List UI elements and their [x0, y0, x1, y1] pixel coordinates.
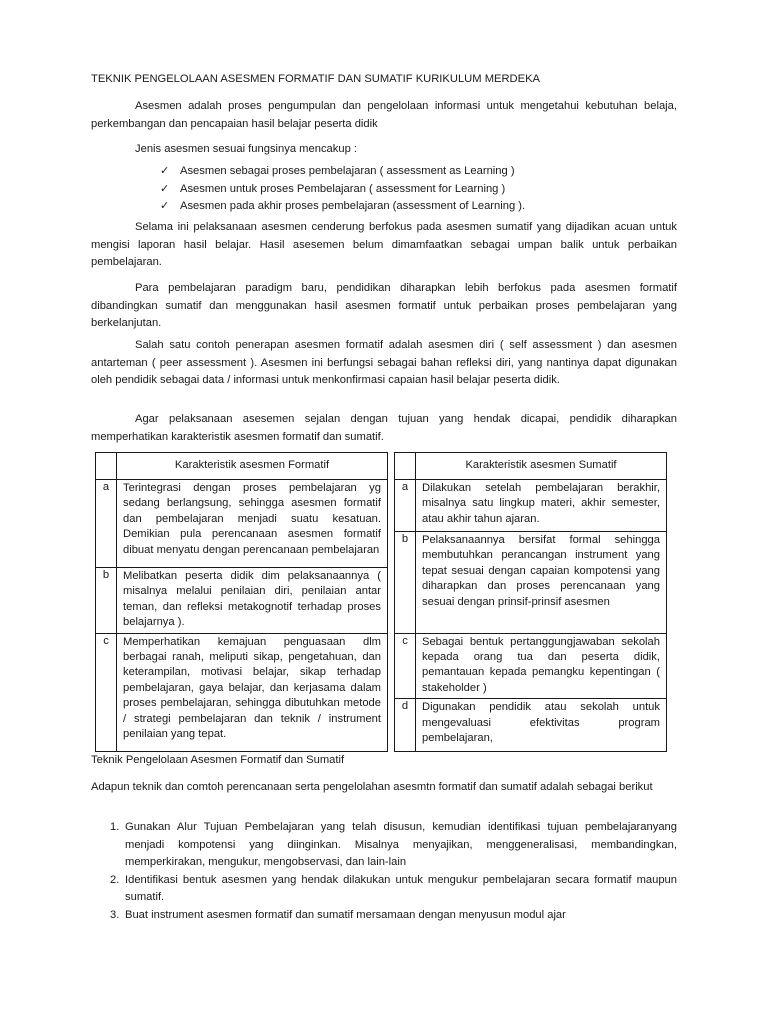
- numbered-item: 3. Buat instrument asesmen formatif dan sumatif mersamaan dengan menyusun modul ajar: [110, 908, 566, 921]
- sumatif-letter: c: [395, 633, 416, 699]
- paragraph-types-intro: Jenis asesmen sesuai fungsinya mencakup :: [135, 143, 358, 155]
- paragraph-new-paradigm: Para pembelajaran paradigm baru, pendidikan diharapkan lebih berfokus pada asesmen formatif dibandingkan sumatif dan menggunakan hasil asesmen formatif untuk perbaikan proses pembelajaran yang berkelanjutan.: [91, 282, 677, 330]
- paragraph-characteristics-intro: Agar pelaksanaan asesemen sejalan dengan tujuan yang hendak dicapai, pendidik diharapkan memperhatikan karakteristik asesmen formatif dan sumatif.: [91, 413, 677, 443]
- sumatif-letter: a: [395, 480, 416, 532]
- numbered-list: [91, 819, 677, 925]
- document-title: TEKNIK PENGELOLAAN ASESMEN FORMATIF DAN SUMATIF KURIKULUM MERDEKA: [91, 73, 541, 85]
- numbered-item: 1. Gunakan Alur Tujuan Pembelajaran yang telah disusun, kemudian identifikasi tujuan pembelajaranyang menjadi kompotensi yang diinginkan. Misalnya menyajikan, menggeneralisasi, membandingkan, memperkirakan, mengukur, mengobservasi, dan lain-lain: [110, 821, 677, 869]
- check-icon: ✓: [160, 200, 170, 213]
- sumatif-letter: b: [395, 532, 416, 634]
- sumatif-item: Pelaksanaannya bersifat formal sehingga membutuhkan perancangan instrument yang tepat sesuai dengan capaian kompotensi yang diharapkan dan proses perencanaan yang sesuai dengan prinsif-prinsif asesmen: [416, 532, 667, 634]
- formatif-item: Terintegrasi dengan proses pembelajaran yg sedang berlangsung, sehingga asesmen formatif dan pembelajaran menjadi suatu kesatuan. Demikian pula perencanaan asesmen formatif dibuat menyatu dengan perencanaan pembelajaran: [117, 480, 388, 568]
- checklist-item: ✓ Asesmen pada akhir proses pembelajaran (assessment of Learning ).: [160, 198, 525, 216]
- checklist-item: ✓ Asesmen untuk proses Pembelajaran ( assessment for Learning ): [160, 181, 525, 199]
- formatif-item: Memperhatikan kemajuan penguasaan dlm berbagai ranah, meliputi sikap, pengetahuan, dan keterampilan, motivasi belajar, sikap terhadap pembelajaran, gaya belajar, dan kerjasama dalam proses pembelajaran, sehingga dibutuhkan metode / strategi pembelajaran dan teknik / instrument penilaian yang tepat.: [117, 633, 388, 752]
- checklist: [160, 163, 525, 216]
- formatif-letter: b: [96, 568, 117, 634]
- sumatif-item: Sebagai bentuk pertanggungjawaban sekolah kepada orang tua dan peserta didik, pemantauan kepada pemangku kepentingan ( stakeholder ): [416, 633, 667, 699]
- sumatif-letter: d: [395, 699, 416, 752]
- paragraph-current-practice: Selama ini pelaksanaan asesmen cenderung berfokus pada asesmen sumatif yang dijadikan acuan untuk mengisi laporan hasil belajar. Hasil asesemen belum dimamfaatkan sebagai umpan balik untuk perbaikan pembelajaran.: [91, 221, 677, 269]
- section-subheading: Teknik Pengelolaan Asesmen Formatif dan Sumatif: [91, 754, 345, 766]
- check-icon: ✓: [160, 182, 170, 195]
- paragraph-techniques-intro: Adapun teknik dan comtoh perencanaan serta pengelolahan asesmtn formatif dan sumatif adalah sebagai berikut: [91, 781, 653, 793]
- paragraph-definition: Asesmen adalah proses pengumpulan dan pengelolaan informasi untuk mengetahui kebutuhan belaja, perkembangan dan pencapaian hasil belajar peserta didik: [91, 100, 677, 130]
- checklist-item: ✓ Asesmen sebagai proses pembelajaran ( assessment as Learning ): [160, 163, 525, 181]
- formatif-letter: c: [96, 633, 117, 752]
- formatif-item: Melibatkan peserta didik dim pelaksanaannya ( misalnya melalui penilaian diri, penilaian antar teman, dan refleksi metakognotif terhadap proses belajarnya ).: [117, 568, 388, 634]
- header-formatif: Karakteristik asesmen Formatif: [117, 453, 388, 480]
- sumatif-item: Digunakan pendidik atau sekolah untuk mengevaluasi efektivitas program pembelajaran,: [416, 699, 667, 752]
- formatif-letter: a: [96, 480, 117, 568]
- sumatif-item: Dilakukan setelah pembelajaran berakhir, misalnya satu lingkup materi, akhir semester, atau akhir tahun ajaran.: [416, 480, 667, 532]
- check-icon: ✓: [160, 165, 170, 177]
- header-sumatif: Karakteristik asesmen Sumatif: [416, 453, 667, 480]
- numbered-item: 2. Identifikasi bentuk asesmen yang hendak dilakukan untuk mengukur pembelajaran secara formatif maupun sumatif.: [110, 873, 677, 904]
- characteristics-table: [95, 452, 667, 752]
- paragraph-self-assessment: Salah satu contoh penerapan asesmen formatif adalah asesmen diri ( self assessment ) dan asesmen antarteman ( peer assessment ). Asesmen ini berfungsi sebagai bahan refleksi diri, yang nantinya dapat digunakan oleh pendidik sebagai data / informasi untuk menkonfirmasi capaian hasil belajar peserta didik.: [91, 339, 677, 387]
